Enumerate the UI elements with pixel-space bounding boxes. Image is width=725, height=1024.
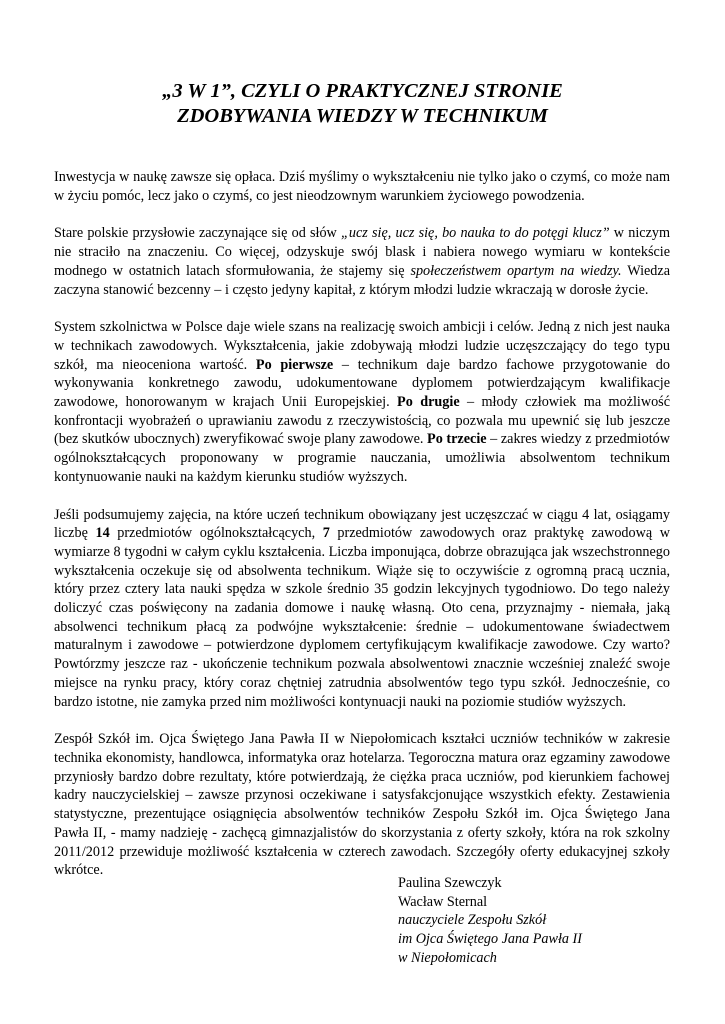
second-point-label: Po drugie	[397, 394, 460, 411]
signature-block	[398, 874, 582, 968]
article-body	[54, 168, 670, 899]
third-point-label: Po trzecie	[427, 431, 487, 448]
proverb-quote: „ucz się, ucz się, bo nauka to do potęgi klucz”	[340, 225, 610, 242]
vocational-subjects-count: 7	[322, 525, 330, 542]
paragraph-1: Inwestycja w naukę zawsze się opłaca. Dziś myślimy o wykształceniu nie tylko jako o czymś, co może nam w życiu pomóc, lecz jako o czymś, co jest nieodzownym warunkiem życiowego powodzenia.	[54, 169, 670, 204]
first-point-label: Po pierwsze	[255, 356, 334, 373]
author-role-line-3: w Niepołomicach	[398, 949, 497, 966]
author-name-2: Wacław Sternal	[398, 893, 488, 910]
author-role-line-2: im Ojca Świętego Jana Pawła II	[398, 931, 583, 948]
knowledge-society-phrase: społeczeństwem opartym na wiedzy.	[410, 262, 622, 279]
article-title	[50, 79, 675, 129]
paragraph-2-text-c: Wiedza zaczyna stanowić bezcenny – i często jedyny kapitał, z którym młodzi ludzie wkraczają w dorosłe życie.	[54, 262, 670, 298]
paragraph-4-text-b: przedmiotów ogólnokształcących,	[109, 525, 323, 542]
paragraph-2-text-a: Stare polskie przysłowie zaczynające się od słów	[54, 225, 341, 242]
paragraph-2-text-b: w niczym nie straciło na znaczeniu. Co więcej, odzyskuje swój blask i nabiera nowego wymiaru w kontekście modnego w ostatnich latach sformułowania, że stajemy się	[54, 225, 670, 279]
title-line-2: ZDOBYWANIA WIEDZY W TECHNIKUM	[177, 105, 548, 127]
general-subjects-count: 14	[95, 525, 110, 542]
paragraph-4-text-a: Jeśli podsumujemy zajęcia, na które uczeń technikum obowiązany jest uczęszczać w ciągu 4 lat, osiągamy liczbę	[54, 506, 670, 542]
paragraph-5: Zespół Szkół im. Ojca Świętego Jana Pawła II w Niepołomicach kształci uczniów techników w zakresie technika ekonomisty, handlowca, informatyka oraz hotelarza. Tegoroczna matura oraz egzaminy zawodowe przyniosły bardzo dobre rezultaty, które potwierdzają, że ciężka praca uczniów, pod kierunkiem fachowej kadry nauczycielskiej – zawsze przynosi oczekiwane i satysfakcjonujące wszystkich efekty. Zestawienia statystyczne, prezentujące osiągnięcia absolwentów techników Zespołu Szkół im. Ojca Świętego Jana Pawła II, - mamy nadzieję - zachęcą gimnazjalistów do skorzystania z oferty szkoły, która na rok szkolny 2011/2012 przewiduje możliwość kształcenia w czterech zawodach. Szczegóły oferty edukacyjnej szkoły wkrótce.	[54, 731, 670, 879]
paragraph-4	[54, 506, 670, 712]
paragraph-3-text-b: – technikum daje bardzo fachowe przygotowanie do wykonywania konkretnego zawodu, udokumentowane dyplomem potwierdzającym kwalifikacje zawodowe, honorowanym w krajach Unii Europejskiej.	[54, 356, 670, 411]
paragraph-3	[54, 318, 670, 486]
author-name-1: Paulina Szewczyk	[398, 875, 502, 891]
paragraph-4-text-c: przedmiotów zawodowych oraz praktykę zawodową w wymiarze 8 tygodni w całym cyklu kształcenia. Liczba imponująca, dobrze obrazująca jak wszechstronnego wykształcenia oczekuje się od absolwenta technikum. Wiąże się to oczywiście z ogromną pracą ucznia, który przez cztery lata nauki spędza w szkole średnio 35 godzin lekcyjnych tygodniowo. Do tego należy doliczyć czas poświęcony na zadania domowe i naukę własną. Oto cena, przyznajmy - niemała, jaką absolwenci technikum płacą za podwójne wykształcenie: średnie – udokumentowane świadectwem maturalnym i zawodowe – potwierdzone dyplomem certyfikującym kwalifikacje zawodowe. Czy warto? Powtórzmy jeszcze raz - ukończenie technikum pozwala absolwentowi znacznie wcześniej znaleźć swoje miejsce na rynku pracy, który coraz chętniej zatrudnia absolwentów tego typu szkół. Jednocześnie, co bardzo istotne, nie zamyka przed nim możliwości kontynuacji nauki na poziomie studiów wyższych.	[54, 525, 670, 710]
title-line-1: „3 W 1”, CZYLI O PRAKTYCZNEJ STRONIE	[162, 80, 563, 102]
paragraph-3-text-c: – młody człowiek ma możliwość konfrontacji wyobrażeń o uprawianiu zawodu z rzeczywistością, co pozwala mu upewnić się lub jeszcze (bez skutków ubocznych) zweryfikować swoje plany zawodowe.	[54, 394, 670, 448]
paragraph-2	[54, 224, 670, 299]
paragraph-3-text-d: – zakres wiedzy z przedmiotów ogólnokształcących proponowany w programie nauczania, umożliwia absolwentom technikum kontynuowanie nauki na każdym kierunku studiów wyższych.	[54, 431, 670, 485]
paragraph-3-text-a: System szkolnictwa w Polsce daje wiele szans na realizację swoich ambicji i celów. Jedną z nich jest nauka w technikach zawodowych. Wykształcenia, jakie zdobywają młodzi ludzie uczęszczający do tego typu szkół, ma nieoceniona wartość.	[54, 319, 670, 373]
author-role-line-1: nauczyciele Zespołu Szkół	[398, 912, 547, 929]
